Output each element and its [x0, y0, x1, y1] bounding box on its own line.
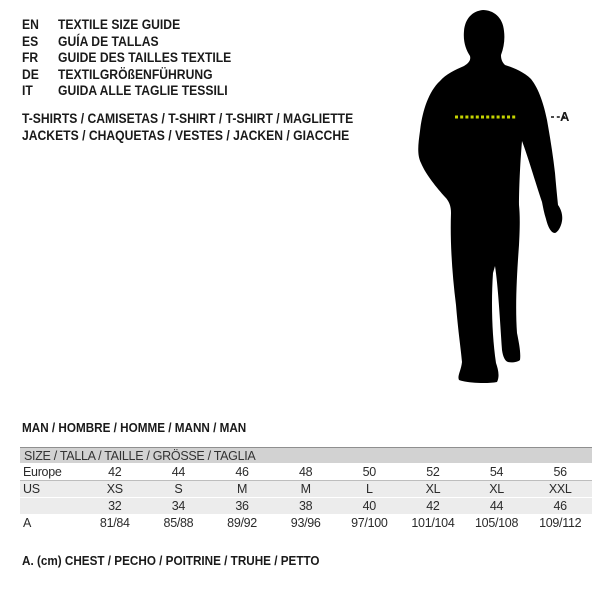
cell: 52 — [426, 464, 440, 479]
table-row-us — [20, 480, 592, 498]
cell: 38 — [299, 499, 313, 513]
cell: 42 — [108, 464, 122, 479]
cell: 34 — [171, 499, 186, 513]
man-figure — [415, 5, 575, 390]
language-title-list — [22, 17, 231, 100]
section-title-man: MAN / HOMBRE / HOMME / MANN / MAN — [22, 420, 247, 435]
cell: L — [365, 482, 373, 496]
row-label: US — [23, 482, 40, 496]
man-silhouette — [418, 10, 562, 383]
category-jackets: JACKETS / CHAQUETAS / VESTES / JACKEN / GIACCHE — [22, 128, 350, 143]
lang-title: TEXTILE SIZE GUIDE — [58, 17, 181, 32]
table-row-numeric — [20, 498, 592, 514]
lang-code: DE — [22, 66, 39, 82]
cell: M — [237, 482, 248, 496]
cell: 50 — [362, 464, 376, 479]
cell: 40 — [362, 499, 376, 513]
table-row-chest-a — [20, 514, 592, 531]
size-table-header: SIZE / TALLA / TAILLE / GRÖSSE / TAGLIA — [20, 447, 592, 463]
cell: 93/96 — [290, 515, 321, 530]
cell: 54 — [489, 464, 504, 479]
row-label: A — [23, 515, 32, 530]
lang-code: FR — [22, 50, 39, 66]
cell: 44 — [489, 499, 504, 513]
cell: 32 — [108, 499, 122, 513]
cell: 48 — [299, 464, 313, 479]
cell: 89/92 — [227, 515, 257, 530]
measure-label-a: A — [560, 109, 570, 124]
cell: XL — [425, 482, 441, 496]
lang-title: GUIDE DES TAILLES TEXTILE — [58, 50, 232, 66]
lang-code: ES — [22, 33, 39, 49]
cell: 36 — [235, 499, 249, 513]
cell: 56 — [553, 464, 567, 479]
cell: 46 — [553, 499, 567, 513]
lang-row-de — [22, 67, 231, 84]
lang-title: TEXTILGRÖßENFÜHRUNG — [58, 66, 213, 82]
lang-title: GUÍA DE TALLAS — [58, 33, 159, 49]
cell: 105/108 — [475, 515, 519, 530]
lang-row-it — [22, 83, 231, 100]
cell: 44 — [171, 464, 186, 479]
lang-row-es — [22, 34, 231, 51]
cell: 101/104 — [411, 515, 455, 530]
lang-code: IT — [22, 83, 33, 99]
lang-row-en — [22, 17, 231, 34]
cell: XXL — [548, 482, 572, 496]
cell: S — [174, 482, 183, 496]
lang-code: EN — [22, 17, 39, 32]
measurement-footnote: A. (cm) CHEST / PECHO / POITRINE / TRUHE / PETTO — [22, 553, 320, 568]
row-label: Europe — [23, 464, 62, 479]
lang-title: GUIDA ALLE TAGLIE TESSILI — [58, 83, 228, 99]
cell: 85/88 — [163, 515, 194, 530]
cell: 81/84 — [99, 515, 130, 530]
size-table — [20, 447, 592, 531]
table-row-europe — [20, 463, 592, 480]
cell: 46 — [235, 464, 249, 479]
category-tshirts: T-SHIRTS / CAMISETAS / T-SHIRT / T-SHIRT / MAGLIETTE — [22, 111, 354, 126]
cell: 109/112 — [539, 515, 582, 530]
cell: XS — [106, 482, 123, 496]
lang-row-fr — [22, 50, 231, 67]
cell: XL — [489, 482, 504, 496]
cell: 97/100 — [351, 515, 388, 530]
man-silhouette-svg — [415, 5, 575, 390]
cell: 42 — [426, 499, 440, 513]
cell: M — [300, 482, 311, 496]
garment-categories — [22, 110, 353, 144]
